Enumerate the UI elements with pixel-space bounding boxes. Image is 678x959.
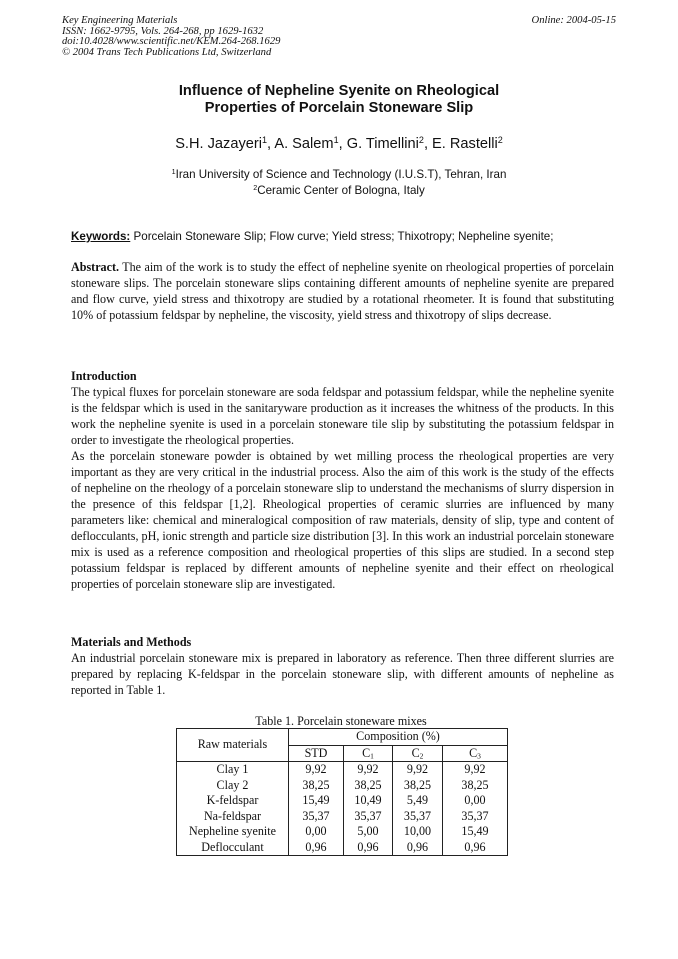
author-name: G. Timellini xyxy=(346,136,419,152)
author-affiliation-mark: 1 xyxy=(261,135,268,146)
paragraph: The typical fluxes for porcelain stoneware are soda feldspar and potassium feldspar, while the nepheline syenite is the feldspar which is used in the sanitaryware production as it increases the whitness of the products. In this work the nepheline syenite is used in a porcelain stoneware tile slip by substituting the potassium feldspar in order to investigate the rheological properties. xyxy=(71,385,614,447)
table-header-row xyxy=(177,729,508,746)
abstract-label: Abstract. xyxy=(71,260,120,274)
paragraph: An industrial porcelain stoneware mix is prepared in laboratory as reference. Then three different slurries are prepared by replacing K-feldspar in the porcelain stoneware slip, with different amounts of nepheline as reported in Table 1. xyxy=(71,651,614,697)
table-row: K-feldspar 15,49 10,49 5,49 0,00 xyxy=(177,793,508,809)
author-name: A. Salem xyxy=(274,136,334,152)
affiliation-1: $^1$Iran University of Science and Technology (I.U.S.T), Tehran, Iran xyxy=(171,167,507,181)
running-header xyxy=(62,16,616,58)
header-c1: $C_1$ xyxy=(344,745,393,762)
author-list: S.H. Jazayeri$^1$, A. Salem$^1$, G. Timellini$^2$, E. Rastelli$^2$ xyxy=(175,135,503,152)
author-affiliation-mark: 1 xyxy=(333,135,339,146)
table-row: Clay 1 9,92 9,92 9,92 9,92 xyxy=(177,762,508,778)
paragraph: As the porcelain stoneware powder is obtained by wet milling process the rheological properties are very important as they are very critical in the industrial process. Also the aim of this work is the study of the effects of nepheline on the rheology of a porcelain stoneware slip to understand the mechanisms of slurry dispersion in the presence of this feldspar [1,2]. Rheological properties of ceramic slurries are influenced by many parameters like: chemical and mineralogical composition of raw materials, density of slip, type and content of deflocculants, pH, ionic strength and particle size distribution [3]. In this work an industrial porcelain stoneware mix is used as a reference composition and rheological properties of this slips are studied. In a second step potassium feldspar is replaced by different amounts of nepheline syenite and their effect on rheological properties of porcelain stoneware slip are investigated. xyxy=(71,449,614,591)
table-caption: Table 1. Porcelain stoneware mixes xyxy=(255,714,427,728)
methods-section xyxy=(71,634,614,698)
author-name: E. Rastelli xyxy=(432,136,498,152)
keywords-label: Keywords: xyxy=(71,230,131,243)
section-heading: Materials and Methods xyxy=(71,635,192,649)
paper-title xyxy=(0,83,678,117)
keywords-line xyxy=(71,229,616,244)
issn-line: ISSN: 1662-9795, Vols. 264-268, pp 1629-1632 xyxy=(62,25,264,37)
introduction-section xyxy=(71,368,614,592)
doi-line: doi:10.4028/www.scientific.net/KEM.264-268.1629 xyxy=(62,36,281,47)
header-c3: $C_3$ xyxy=(443,745,508,762)
table-row: Clay 2 38,25 38,25 38,25 38,25 xyxy=(177,778,508,794)
author-name: S.H. Jazayeri xyxy=(175,136,262,152)
title-line-1: Influence of Nepheline Syenite on Rheological xyxy=(178,83,500,99)
title-line-2: Properties of Porcelain Stoneware Slip xyxy=(204,100,474,116)
table-row: Na-feldspar 35,37 35,37 35,37 35,37 xyxy=(177,809,508,825)
composition-table xyxy=(176,728,508,856)
author-affiliation-mark: 2 xyxy=(418,135,424,146)
journal-name: Key Engineering Materials xyxy=(62,15,178,26)
table-row: Deflocculant 0,96 0,96 0,96 0,96 xyxy=(177,840,508,856)
header-composition: Composition (%) xyxy=(289,729,508,746)
table-row: Nepheline syenite 0,00 5,00 10,00 15,49 xyxy=(177,824,508,840)
section-heading: Introduction xyxy=(71,369,137,383)
header-raw-materials: Raw materials xyxy=(177,729,289,762)
affiliations xyxy=(0,167,678,199)
affiliation-2: $^2$Ceramic Center of Bologna, Italy xyxy=(253,183,425,197)
author-affiliation-mark: 2 xyxy=(497,135,503,146)
copyright-line: © 2004 Trans Tech Publications Ltd, Switzerland xyxy=(62,46,272,58)
header-std: STD xyxy=(289,745,344,762)
header-c2: $C_2$ xyxy=(393,745,443,762)
online-date: Online: 2004-05-15 xyxy=(531,15,616,26)
keywords-text: Porcelain Stoneware Slip; Flow curve; Yield stress; Thixotropy; Nepheline syenite; xyxy=(133,230,554,243)
abstract-text: The aim of the work is to study the effect of nepheline syenite on rheological properties of porcelain stoneware slips. The porcelain stoneware slips containing different amounts of nepheline syenite are prepared and flow curve, yield stress and thixotropy are studied by a rotational rheometer. It is found that substituting 10% of potassium feldspar by nepheline, the viscosity, yield stress and thixotropy of slips decrease. xyxy=(71,260,614,322)
abstract xyxy=(71,259,614,323)
